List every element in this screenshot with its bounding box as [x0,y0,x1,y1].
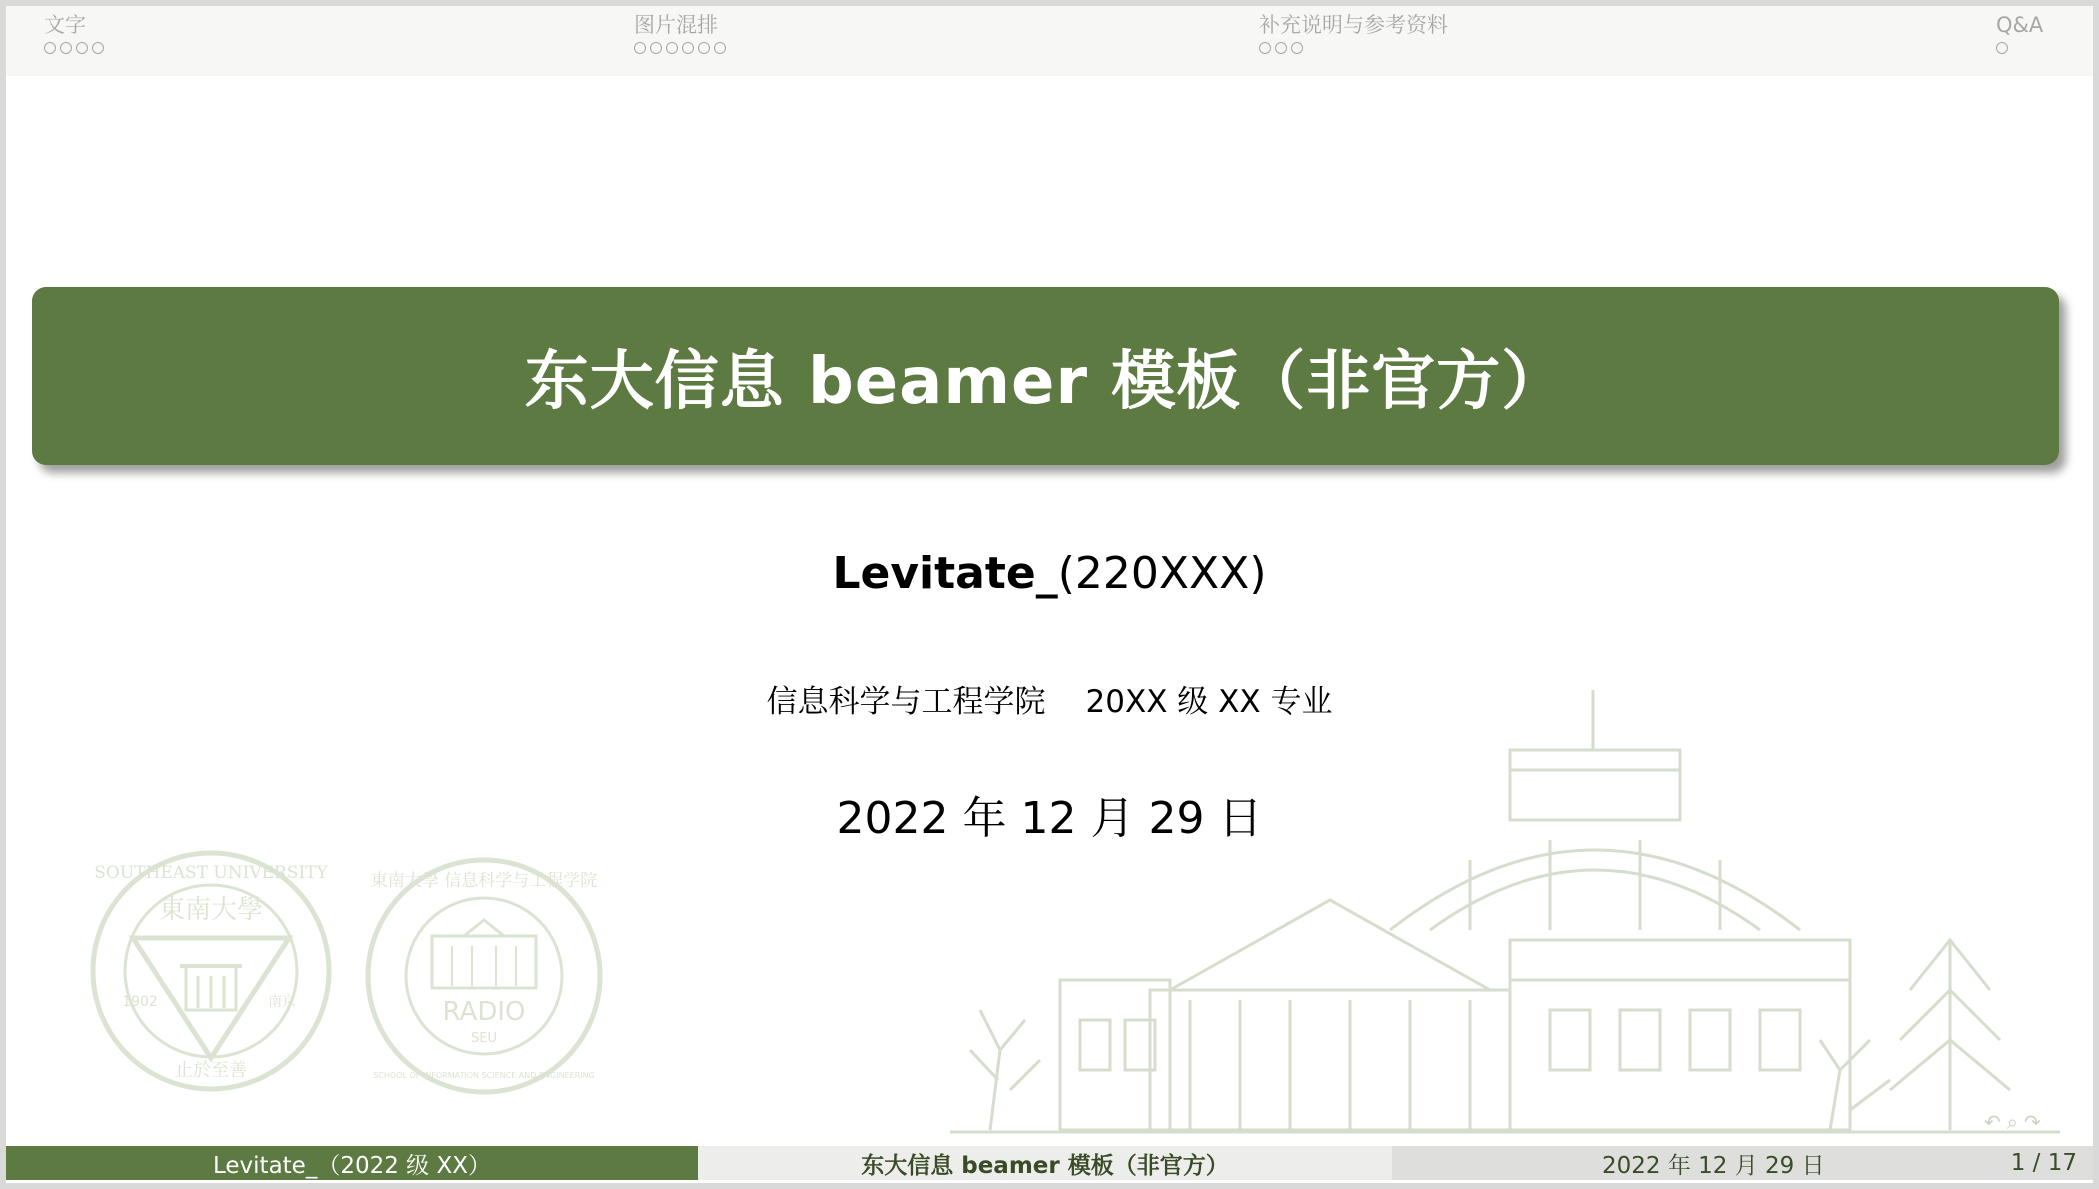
nav-frame-dot[interactable] [1259,42,1271,54]
school-chinese-name: 東南大學 信息科学与工程学院 [370,871,598,891]
school-radio-text: RADIO [442,997,526,1027]
search-icon[interactable]: ⌕ [2006,1110,2018,1134]
nav-section-images[interactable] [634,12,726,54]
footer-author: Levitate_（2022 级 XX） [6,1146,698,1180]
nav-frame-dot[interactable] [1291,42,1303,54]
nav-frame-dot[interactable] [76,42,88,54]
author-name: Levitate_ [832,548,1058,599]
seal-year: 1902 [122,994,158,1010]
nav-frame-dots [44,42,104,54]
forward-icon[interactable]: ↷ [2023,1110,2041,1134]
page-number: 1 / 17 [2010,1150,2077,1176]
nav-section-title[interactable]: 文字 [44,13,86,37]
nav-frame-dots [1259,42,1448,54]
beamer-navigation-symbols [1984,1110,2041,1134]
footer-title: 东大信息 beamer 模板（非官方） [698,1146,1392,1180]
title-banner [32,287,2059,465]
presentation-date: 2022 年 12 月 29 日 [836,793,1263,844]
school-seal-logo [364,856,604,1096]
nav-frame-dot[interactable] [682,42,694,54]
back-icon[interactable]: ↶ [1984,1110,2001,1134]
nav-frame-dots [1996,42,2043,54]
seal-chinese-name: 東南大學 [158,895,264,925]
footer-date-box [1392,1146,2093,1180]
footline [6,1146,2093,1180]
presentation-title: 东大信息 beamer 模板（非官方） [524,345,1567,419]
nav-frame-dot[interactable] [698,42,710,54]
nav-frame-dot[interactable] [1275,42,1287,54]
school-english-name: SCHOOL OF INFORMATION SCIENCE AND ENGINEERING [373,1071,595,1080]
nav-frame-dot[interactable] [634,42,646,54]
institute-line [0,676,2099,721]
seal-english-name: SOUTHEAST UNIVERSITY [94,863,328,883]
author-line [0,548,2099,599]
nav-section-references[interactable] [1259,12,1448,54]
seu-university-seal-logo [88,848,334,1094]
nav-frame-dot[interactable] [650,42,662,54]
nav-frame-dots [634,42,726,54]
nav-section-title[interactable]: Q&A [1996,13,2044,37]
nav-frame-dot[interactable] [60,42,72,54]
institute-grade: 20XX 级 XX 专业 [1085,684,1333,720]
author-id: (220XXX) [1057,548,1267,599]
nav-section-title[interactable]: 图片混排 [634,13,718,37]
footer-date: 2022 年 12 月 29 日 [1602,1152,1825,1179]
seal-city: 南京 [268,994,296,1010]
building-sketch-illustration [950,690,2060,1135]
nav-section-text[interactable] [44,12,104,54]
nav-section-title[interactable]: 补充说明与参考资料 [1259,13,1448,37]
header-navigation [6,6,2093,76]
nav-frame-dot[interactable] [714,42,726,54]
nav-frame-dot[interactable] [44,42,56,54]
institute-school: 信息科学与工程学院 [766,684,1046,720]
nav-frame-dot[interactable] [666,42,678,54]
nav-frame-dot[interactable] [1996,42,2008,54]
seal-motto: 止於至善 [175,1060,247,1081]
nav-section-qa[interactable] [1996,12,2043,54]
nav-frame-dot[interactable] [92,42,104,54]
school-seu-text: SEU [471,1031,497,1046]
